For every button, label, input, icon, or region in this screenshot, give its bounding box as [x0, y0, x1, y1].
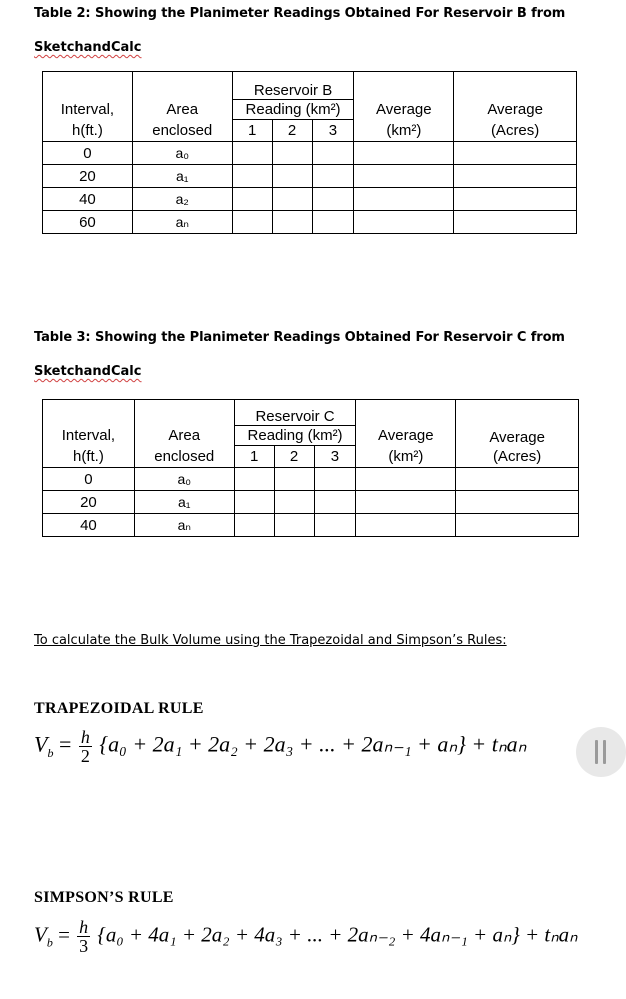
- table2-header-interval-unit: h(ft.): [43, 120, 133, 142]
- table2-source-text: SketchandCalc: [34, 40, 142, 55]
- table3-row0-interval: 0: [43, 468, 135, 491]
- table3-header-avg-acres-unit: (Acres): [456, 446, 579, 468]
- simpson-frac-den: 3: [79, 936, 89, 956]
- table2-row2-r2: [272, 188, 312, 211]
- table3-row2-avg-km: [356, 514, 456, 537]
- table3-header-avg-km-unit: (km²): [356, 446, 456, 468]
- table2: [42, 71, 577, 234]
- table2-header-avg-acres-unit: (Acres): [454, 120, 577, 142]
- table2-row3-interval: 60: [43, 211, 133, 234]
- trapezoidal-fraction: [79, 728, 92, 765]
- table3-row2-interval: 40: [43, 514, 135, 537]
- table2-header-reading: Reading (km²): [232, 100, 354, 120]
- table3-row2-r1: [234, 514, 274, 537]
- table2-caption-source: [34, 40, 141, 55]
- table2-header-avg-acres-top: [454, 72, 577, 100]
- table2-header-avg-km-top: [354, 72, 454, 100]
- trapezoidal-frac-den: 2: [80, 746, 90, 766]
- table2-row2-r3: [312, 188, 354, 211]
- table2-row0-r2: [272, 142, 312, 165]
- table-row: [43, 142, 577, 165]
- table3-row2-area: aₙ: [134, 514, 234, 537]
- table3-header-r3: 3: [314, 446, 356, 468]
- table3: [42, 399, 579, 537]
- table3-row0-r1: [234, 468, 274, 491]
- table2-row0-interval: 0: [43, 142, 133, 165]
- table3-row1-r2: [274, 491, 314, 514]
- table3-row0-avg-km: [356, 468, 456, 491]
- table3-row2-r3: [314, 514, 356, 537]
- trapezoidal-rule-title: TRAPEZOIDAL RULE: [34, 700, 204, 717]
- table2-row0-area: a₀: [132, 142, 232, 165]
- table3-row1-area: a₁: [134, 491, 234, 514]
- table3-header-interval-top: [43, 400, 135, 426]
- table3-header-avg-acres: Average: [456, 426, 579, 446]
- table2-header-area-sub: enclosed: [132, 120, 232, 142]
- table-row: [43, 211, 577, 234]
- table2-row3-area: aₙ: [132, 211, 232, 234]
- table3-header-area-top: [134, 400, 234, 426]
- trapezoidal-formula: [34, 728, 526, 765]
- table3-source-text: SketchandCalc: [34, 364, 142, 379]
- table2-row2-avg-km: [354, 188, 454, 211]
- table2-caption: Table 2: Showing the Planimeter Readings Obtained For Reservoir B from: [34, 6, 566, 21]
- table3-header-interval-unit: h(ft.): [43, 446, 135, 468]
- table3-caption-source: [34, 364, 141, 379]
- table3-header-area-sub: enclosed: [134, 446, 234, 468]
- table2-header-r1: 1: [232, 120, 272, 142]
- pause-handle-button[interactable]: [576, 727, 626, 777]
- table2-row1-interval: 20: [43, 165, 133, 188]
- table-row: [43, 468, 579, 491]
- table2-row2-area: a₂: [132, 188, 232, 211]
- table2-header-avg-km-unit: (km²): [354, 120, 454, 142]
- table2-row3-avg-acres: [454, 211, 577, 234]
- trapezoidal-equals: =: [58, 731, 72, 757]
- trapezoidal-frac-num: h: [80, 727, 90, 747]
- table3-row0-r3: [314, 468, 356, 491]
- simpson-frac-num: h: [79, 917, 89, 937]
- table2-row3-r2: [272, 211, 312, 234]
- table2-row1-avg-km: [354, 165, 454, 188]
- simpson-fraction: [77, 918, 90, 955]
- table2-row1-r2: [272, 165, 312, 188]
- table3-row1-r1: [234, 491, 274, 514]
- table-row: [43, 165, 577, 188]
- table2-row2-interval: 40: [43, 188, 133, 211]
- table2-header-reservoir: Reservoir B: [232, 72, 354, 100]
- table2-row1-r3: [312, 165, 354, 188]
- table2-header-avg-acres: Average: [454, 100, 577, 120]
- table3-header-r1: 1: [234, 446, 274, 468]
- table3-header-interval: Interval,: [43, 426, 135, 446]
- simpson-rule-title: SIMPSON’S RULE: [34, 889, 174, 906]
- table2-row2-avg-acres: [454, 188, 577, 211]
- table-row: [43, 491, 579, 514]
- table2-row0-avg-km: [354, 142, 454, 165]
- table2-header-avg-km: Average: [354, 100, 454, 120]
- table3-row2-r2: [274, 514, 314, 537]
- table3-caption: Table 3: Showing the Planimeter Readings Obtained For Reservoir C from: [34, 330, 565, 345]
- table2-row3-r1: [232, 211, 272, 234]
- table-row: [43, 188, 577, 211]
- table3-header-reading: Reading (km²): [234, 426, 356, 446]
- table2-header-interval-top: [43, 72, 133, 100]
- trapezoidal-body: {a₀ + 2a₁ + 2a₂ + 2a₃ + ... + 2aₙ₋₁ + aₙ} + tₙaₙ: [99, 731, 527, 757]
- trapezoidal-lhs-sub: b: [47, 745, 54, 760]
- table3-row0-r2: [274, 468, 314, 491]
- table3-header-avg-acres-top: [456, 400, 579, 426]
- table2-row0-avg-acres: [454, 142, 577, 165]
- table3-header-area: Area: [134, 426, 234, 446]
- table3-row2-avg-acres: [456, 514, 579, 537]
- table2-row2-r1: [232, 188, 272, 211]
- simpson-equals: =: [58, 922, 70, 947]
- table2-row3-r3: [312, 211, 354, 234]
- table3-header-reservoir: Reservoir C: [234, 400, 356, 426]
- table3-header-avg-km-top: [356, 400, 456, 426]
- table2-row0-r3: [312, 142, 354, 165]
- pause-icon-bar-right: [603, 740, 606, 764]
- table2-row1-r1: [232, 165, 272, 188]
- table3-header-r2: 2: [274, 446, 314, 468]
- pause-icon-bar-left: [595, 740, 598, 764]
- table3-header-avg-km: Average: [356, 426, 456, 446]
- simpson-formula: [34, 918, 577, 955]
- simpson-lhs: V: [34, 922, 47, 947]
- table3-row0-area: a₀: [134, 468, 234, 491]
- bulk-volume-heading: To calculate the Bulk Volume using the Trapezoidal and Simpson’s Rules:: [34, 633, 507, 648]
- table3-row1-avg-km: [356, 491, 456, 514]
- table2-row0-r1: [232, 142, 272, 165]
- table2-header-area: Area: [132, 100, 232, 120]
- table2-header-r3: 3: [312, 120, 354, 142]
- table3-row1-r3: [314, 491, 356, 514]
- table3-row1-interval: 20: [43, 491, 135, 514]
- table2-row1-avg-acres: [454, 165, 577, 188]
- simpson-body: {a₀ + 4a₁ + 2a₂ + 4a₃ + ... + 2aₙ₋₂ + 4aₙ₋₁ + aₙ} + tₙaₙ: [97, 922, 578, 947]
- table2-header-interval: Interval,: [43, 100, 133, 120]
- table2-header-r2: 2: [272, 120, 312, 142]
- table2-row1-area: a₁: [132, 165, 232, 188]
- simpson-lhs-sub: b: [46, 935, 53, 950]
- table3-row1-avg-acres: [456, 491, 579, 514]
- table2-header-area-top: [132, 72, 232, 100]
- table3-row0-avg-acres: [456, 468, 579, 491]
- table2-row3-avg-km: [354, 211, 454, 234]
- table-row: [43, 514, 579, 537]
- trapezoidal-lhs: V: [34, 731, 48, 757]
